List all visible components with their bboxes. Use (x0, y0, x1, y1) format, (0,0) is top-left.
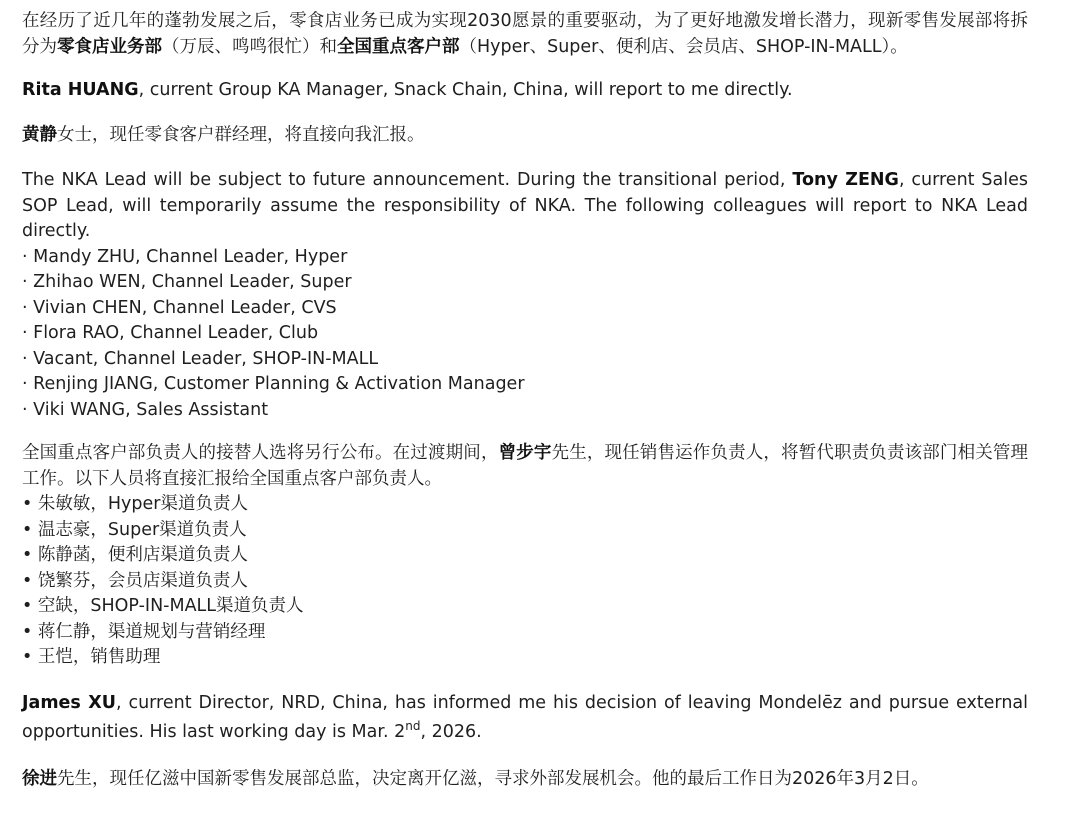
intro-text-2: （万辰、鸣鸣很忙）和 (162, 36, 337, 57)
nka-text-en-2: , current Sales SOP Lead, will temporarily assume the responsibility of NKA. The following colleagues will report to NKA Lead directly. (22, 170, 1028, 241)
nka-report-list-cn (22, 492, 1028, 671)
list-item: • 陈静菡，便利店渠道负责人 (22, 545, 248, 565)
nka-text-cn-1: 全国重点客户部负责人的接替人选将另行公布。在过渡期间， (22, 443, 499, 463)
nka-division-label: 全国重点客户部 (337, 36, 460, 57)
nka-paragraph-en (22, 168, 1028, 245)
james-name-cn: 徐进 (22, 768, 57, 789)
list-item: • 温志豪，Super渠道负责人 (22, 519, 247, 540)
rita-text-cn: 女士，现任零食客户群经理，将直接向我汇报。 (57, 124, 425, 145)
list-item: · Vacant, Channel Leader, SHOP-IN-MALL (22, 348, 379, 369)
james-paragraph-en (22, 689, 1028, 747)
list-item: • 蒋仁静，渠道规划与营销经理 (22, 621, 266, 642)
james-text-en-end: , 2026. (420, 721, 482, 742)
tony-name-cn: 曾步宇 (498, 443, 552, 463)
list-item: • 空缺，SHOP-IN-MALL渠道负责人 (22, 596, 304, 616)
nka-text-cn-2: 先生，现任销售运作负责人，将暂代职责负责该部门相关管理工作。以下人员将直接汇报给全国重点客户部负责人。 (22, 443, 1029, 489)
rita-text-en: , current Group KA Manager, Snack Chain, China, will report to me directly. (138, 80, 793, 100)
ordinal-suffix: nd (405, 718, 421, 733)
list-item: · Zhihao WEN, Channel Leader, Super (22, 272, 352, 292)
snack-store-division-label: 零食店业务部 (57, 36, 162, 57)
list-item: · Mandy ZHU, Channel Leader, Hyper (22, 246, 348, 267)
rita-paragraph-en (22, 78, 1028, 104)
list-item: • 饶繁芬，会员店渠道负责人 (22, 570, 248, 591)
james-text-cn: 先生，现任亿滋中国新零售发展部总监，决定离开亿滋，寻求外部发展机会。他的最后工作日为2026年3月2日。 (57, 768, 929, 789)
intro-paragraph-cn (22, 9, 1028, 60)
nka-text-en-1: The NKA Lead will be subject to future announcement. During the transitional period, (22, 170, 793, 190)
intro-text-1: 在经历了近几年的蓬勃发展之后，零食店业务已成为实现2030愿景的重要驱动，为了更好地激发增长潜力，现新零售发展部将拆分为 (22, 11, 1028, 57)
nka-report-list-en (22, 245, 1028, 424)
rita-paragraph-cn (22, 123, 1028, 149)
tony-name-en: Tony ZENG (792, 170, 899, 190)
james-name-en: James XU (22, 692, 116, 713)
list-item: · Renjing JIANG, Customer Planning & Activation Manager (22, 374, 525, 394)
list-item: · Vivian CHEN, Channel Leader, CVS (22, 297, 337, 318)
nka-paragraph-cn (22, 441, 1028, 492)
rita-name-en: Rita HUANG (22, 80, 139, 100)
list-item: · Viki WANG, Sales Assistant (22, 399, 269, 420)
list-item: · Flora RAO, Channel Leader, Club (22, 323, 319, 343)
rita-name-cn: 黄静 (22, 124, 57, 145)
intro-text-3: （Hyper、Super、便利店、会员店、SHOP-IN-MALL）。 (459, 36, 908, 57)
list-item: • 朱敏敏，Hyper渠道负责人 (22, 494, 248, 514)
list-item: • 王恺，销售助理 (22, 647, 161, 667)
james-text-en: , current Director, NRD, China, has informed me his decision of leaving Mondelēz and pursue external opportunities. His last working day is Mar. 2 (22, 692, 1028, 742)
james-paragraph-cn (22, 767, 1028, 793)
